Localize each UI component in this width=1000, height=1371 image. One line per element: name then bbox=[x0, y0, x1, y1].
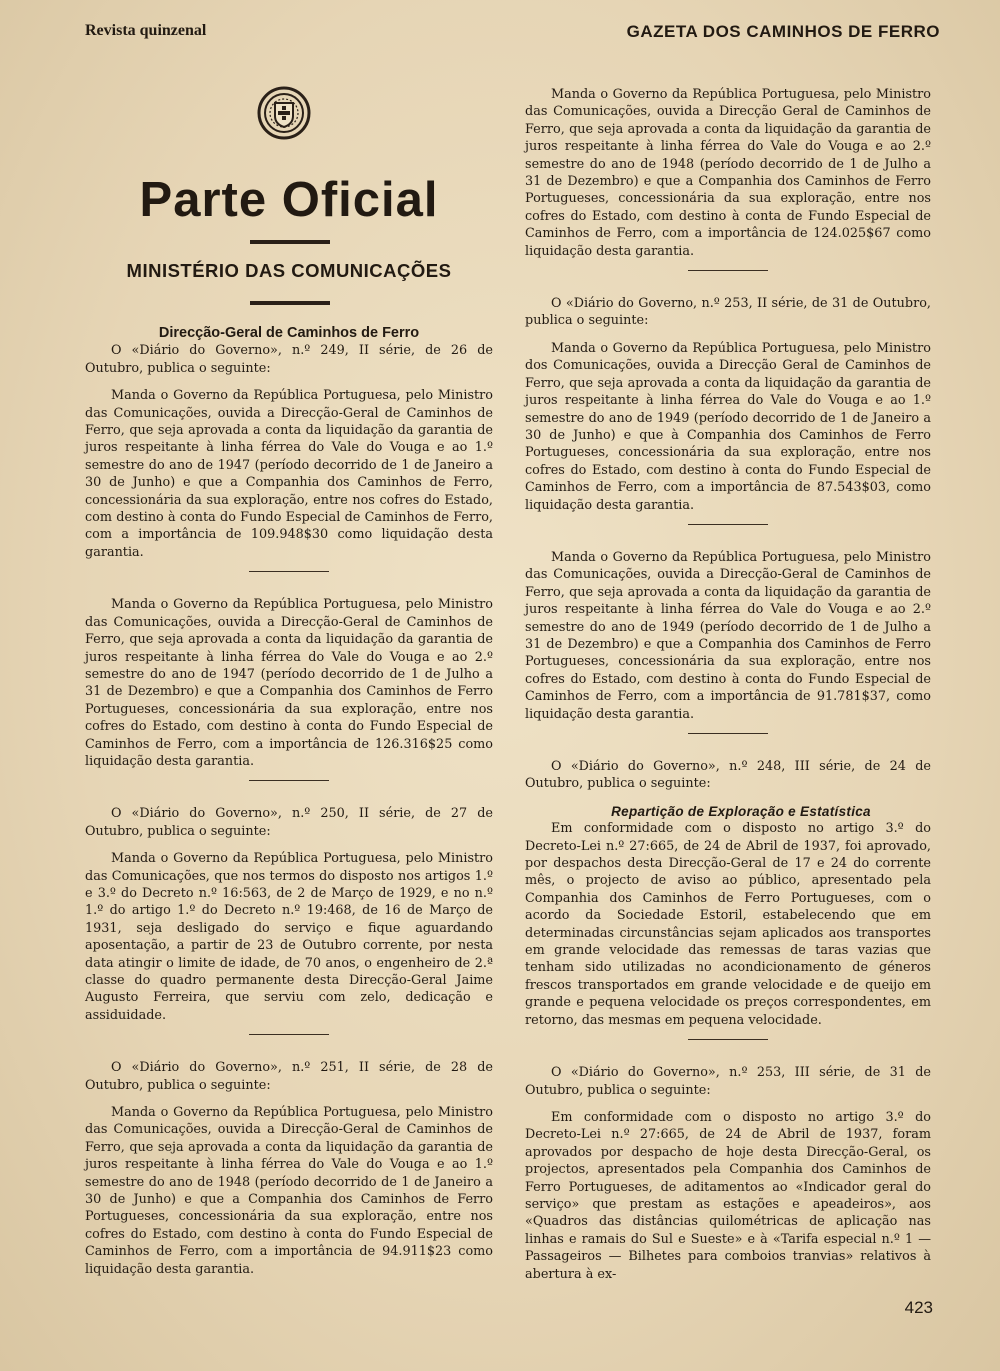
page-title: Parte Oficial bbox=[139, 173, 439, 227]
paragraph: Manda o Governo da República Portuguesa, pelo Ministro das Comunicações, ouvida a Direcção-Geral de Caminhos de Ferro, que seja aprovada a conta da liquidação da garantia de juros respeitante à linha férrea do Vale do Vouga e ao 1.º semestre do ano de 1947 (período decorrido de 1 de Janeiro a 30 de Junho) e que a Companhia dos Caminhos de Ferro, concessionária da sua exploração, entre nos cofres do Estado, com destino à conta do Fundo Especial de Caminhos de Ferro, com a importância de 109.948$30 como liquidação desta garantia. bbox=[85, 388, 493, 560]
paragraph: O «Diário do Governo», n.º 248, III série, de 24 de Outubro, publica o seguinte: bbox=[525, 759, 931, 792]
right-column bbox=[525, 86, 931, 1283]
paragraph: O «Diário do Governo, n.º 253, II série, de 31 de Outubro, publica o seguinte: bbox=[525, 296, 931, 329]
paragraph: Manda o Governo da República Portuguesa, pelo Ministro dos Comunicações, ouvida a Direcção Geral de Caminhos de Ferro, que seja aprovada a conta da liquidação da garantia de juros respeitante à linha férrea do Vale do Vouga e ao 1.º semestre do ano de 1949 (período decorrido de 1 de Janeiro a 30 de Junho) e que à Companhia dos Caminhos de Ferro Portugueses, concessionária da sua exploração, entre nos cofres do Estado, com destino à conta do Fundo Especial de Caminhos de Ferro, com a importância de 87.543$03, como liquidação desta garantia. bbox=[525, 340, 931, 513]
separator bbox=[249, 1034, 329, 1035]
running-header-right: GAZETA DOS CAMINHOS DE FERRO bbox=[626, 22, 940, 41]
paragraph: Manda o Governo da República Portuguesa, pelo Ministro das Comunicações, ouvida a Direcção-Geral de Caminhos de Ferro, que seja aprovada a conta da liquidação da garantia de juros respeitante à linha férrea do Vale do Vouga e ao 2.º semestre do ano de 1949 (período decorrido de 1 de Julho a 31 de Dezembro) e que a Companhia dos Caminhos de Ferro Portugueses, concessionária da sua exploração, entre nos cofres do Estado, com destino à conta do Fundo Especial de Caminhos de Ferro, com a importância de 91.781$37, como liquidação desta garantia. bbox=[525, 549, 931, 722]
paragraph: Manda o Governo da República Portuguesa, pelo Ministro das Comunicações, ouvida a Direcção Geral de Caminhos de Ferro, que seja aprovada a conta da liquidação da garantia de juros respeitante à linha férrea do Vale do Vouga e ao 2.º semestre do ano de 1948 (período decorrido de 1 de Julho a 31 de Dezembro) e que a Companhia dos Caminhos de Ferro Portugueses, concessionária da sua exploração, entre nos cofres do Estado, com destino à conta de Fundo Especial de Caminhos de Ferro, com a importância de 124.025$67 como liquidação desta garantia. bbox=[525, 87, 931, 259]
separator bbox=[688, 733, 768, 734]
paragraph: Em conformidade com o disposto no artigo 3.º do Decreto-Lei n.º 27:665, de 24 de Abril de 1937, foi aprovado, por despachos desta Direcção-Geral de 17 e 24 do corrente mês, o projecto de aviso ao público, apresentado pela Companhia dos Caminhos de Ferro Portugueses, com o acordo da Sociedade Estoril, estabelecendo que em determinadas circunstâncias sejam aplicados aos transportes em grande velocidade das remessas de taras vazias que tenham sido utilizadas no acondicionamento de géneros frescos transportados em grande velocidade e de queijo em grande e pequena velocidade os preços correspondentes, em retorno, das mesmas em pequena velocidade. bbox=[525, 821, 931, 1028]
section-heading: Direcção-Geral de Caminhos de Ferro bbox=[158, 325, 420, 341]
separator bbox=[688, 1039, 768, 1040]
left-column bbox=[85, 325, 493, 1278]
running-header-left: Revista quinzenal bbox=[85, 22, 207, 39]
separator bbox=[249, 571, 329, 572]
paragraph: Manda o Governo da República Portuguesa, pelo Ministro das Comunicações, ouvida a Direcção-Geral de Caminhos de Ferro, que seja aprovada a conta da liquidação da garantia de juros respeitante à linha férrea do Vale do Vouga e ao 1.º semestre do ano de 1948 (período decorrido de 1 de Janeiro a 30 de Junho) e que a Companhia dos Caminhos de Ferro Portugueses, concessionária da sua exploração, entre nos cofres do Estado, com destino à conta do Fundo Especial de Caminhos de Ferro, com a importância de 94.911$23 como liquidação desta garantia. bbox=[85, 1105, 493, 1277]
title-rule bbox=[250, 240, 330, 244]
paragraph: Manda o Governo da República Portuguesa, pelo Ministro das Comunicações, que nos termos do disposto nos artigos 1.º e 3.º do Decreto n.º 16:563, de 2 de Março de 1929, e no n.º 1.º do artigo 1.º do Decreto n.º 19:468, de 16 de Março de 1931, seja desligado do serviço e fique aguardando aposentação, a partir de 23 de Outubro corrente, por nesta data atingir o limite de idade, de 70 anos, o engenheiro de 2.ª classe do quadro permanente desta Direcção-Geral Jaime Augusto Ferreira, que serviu com zelo, dedicação e assiduidade. bbox=[85, 851, 493, 1023]
separator bbox=[249, 780, 329, 781]
ministry-heading: MINISTÉRIO DAS COMUNICAÇÕES bbox=[126, 260, 452, 281]
paragraph: O «Diário do Governo», n.º 253, III série, de 31 de Outubro, publica o seguinte: bbox=[525, 1065, 931, 1098]
paragraph: O «Diário do Governo», n.º 250, II série, de 27 de Outubro, publica o seguinte: bbox=[85, 806, 493, 839]
paragraph: Manda o Governo da República Portuguesa, pelo Ministro das Comunicações, ouvida a Direcção-Geral de Caminhos de Ferro, que seja aprovada a conta da liquidação da garantia de juros respeitante à linha férrea do Vale do Vouga e ao 2.º semestre do ano de 1947 (período decorrido de 1 de Julho a 31 de Dezembro) e que a Companhia dos Caminhos de Ferro Portugueses, concessionária da sua exploração, entre nos cofres do Estado, com destino à conta do Fundo Especial de Caminhos de Ferro, com a importância de 126.316$25 como liquidação desta garantia. bbox=[85, 597, 493, 769]
page-number: 423 bbox=[904, 1298, 933, 1317]
subsection-heading: Repartição de Exploração e Estatística bbox=[611, 803, 871, 819]
portuguese-coat-of-arms-icon bbox=[257, 86, 311, 140]
paragraph: O «Diário do Governo», n.º 249, II série, de 26 de Outubro, publica o seguinte: bbox=[85, 343, 493, 376]
separator bbox=[688, 524, 768, 525]
paragraph: O «Diário do Governo», n.º 251, II série, de 28 de Outubro, publica o seguinte: bbox=[85, 1060, 493, 1093]
ministry-rule bbox=[250, 301, 330, 305]
paragraph: Em conformidade com o disposto no artigo 3.º do Decreto-Lei n.º 27:665, de 24 de Abril de 1937, foram aprovados por despacho de hoje desta Direcção-Geral, os projectos, apresentados pela Companhia dos Caminhos de Ferro Portugueses, de aditamentos ao «Indicador geral do serviço» que prestam as estações e apeadeiros», aos «Quadros das distâncias quilométricas de aplicação nas linhas e ramais do Sul e Sueste» e à «Tarifa especial n.º 1 — Passageiros — Bilhetes para comboios tranvias» relativos à abertura à ex- bbox=[525, 1109, 931, 1282]
separator bbox=[688, 270, 768, 271]
